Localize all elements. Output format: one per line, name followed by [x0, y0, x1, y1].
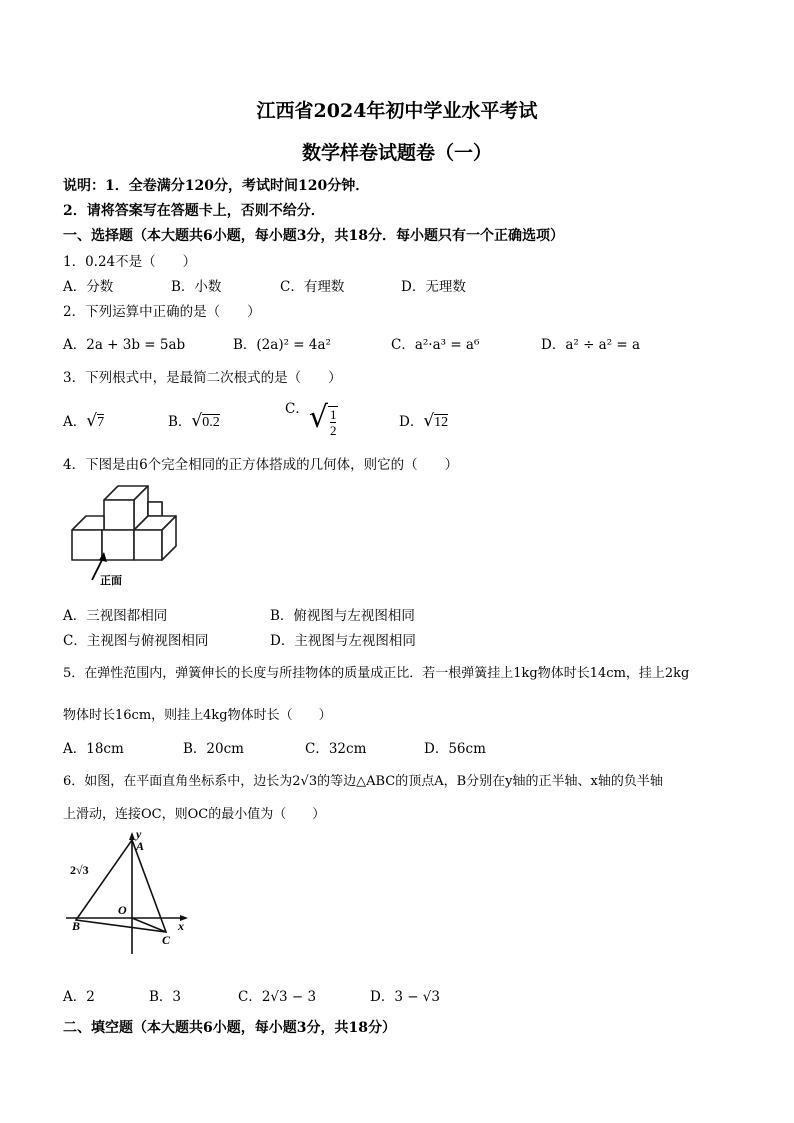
fraction-numerator: 1: [329, 406, 337, 422]
sqrt-sign: √: [423, 411, 435, 431]
question-3-stem: 3．下列根式中，是最简二次根式的是（ ）: [63, 370, 342, 386]
question-6-option-b: B．3: [149, 989, 182, 1005]
page-title-1: 江西省2024年初中学业水平考试: [256, 100, 538, 122]
question-6-option-a: A．2: [63, 989, 95, 1005]
label-x: x: [178, 919, 184, 933]
question-5-line-1: 5．在弹性范围内，弹簧伸长的长度与所挂物体的质量成正比．若一根弹簧挂上1kg物体时长14cm，挂上2kg: [63, 666, 690, 681]
label-a: A: [136, 839, 145, 853]
question-3-option-b: [168, 410, 220, 431]
question-3-option-a: [63, 410, 104, 431]
question-4-option-a: A．三视图都相同: [63, 608, 168, 624]
question-6-line-1: 6．如图，在平面直角坐标系中，边长为2√3的等边△ABC的顶点A，B分别在y轴的正半轴、x轴的负半轴: [63, 774, 663, 789]
cube-top-face: [72, 516, 104, 530]
note-1: 说明：1．全卷满分120分，考试时间120分钟．: [63, 178, 370, 194]
note-2: 2．请将答案写在答题卡上，否则不给分．: [63, 203, 325, 219]
cube-front-face: [102, 530, 134, 560]
sqrt-sign: √: [191, 411, 203, 431]
question-2-option-a: A．2a + 3b = 5ab: [63, 337, 186, 353]
label-c: C: [162, 933, 171, 947]
question-6-line-2: 上滑动，连接OC，则OC的最小值为（ ）: [63, 807, 326, 822]
question-6-option-d: D．3 − √3: [370, 989, 440, 1005]
question-2-option-d: D．a² ÷ a² = a: [541, 337, 641, 353]
question-1-option-a: A．分数: [63, 279, 114, 295]
question-2-option-b: B．(2a)² = 4a²: [233, 337, 331, 353]
question-5-option-c: C．32cm: [305, 741, 367, 757]
question-4-stem: 4．下图是由6个完全相同的正方体搭成的几何体，则它的（ ）: [63, 457, 459, 473]
question-3-option-c: [285, 398, 338, 438]
question-5-option-a: A．18cm: [63, 741, 124, 757]
question-5-line-2: 物体时长16cm，则挂上4kg物体时长（ ）: [63, 708, 332, 723]
radicand: 12: [434, 415, 449, 430]
page-title-2: 数学样卷试题卷（一）: [301, 142, 492, 164]
label-o: O: [118, 903, 127, 917]
radicand: 0.2: [202, 415, 220, 430]
question-5-option-d: D．56cm: [424, 741, 486, 757]
cube-front-face: [104, 500, 134, 530]
radicand: 7: [97, 415, 105, 430]
question-1-option-b: B．小数: [171, 279, 222, 295]
fraction: [328, 406, 339, 438]
question-6-option-c: C．2√3 − 3: [238, 989, 317, 1005]
question-4-option-b: B．俯视图与左视图相同: [270, 608, 415, 624]
question-5-option-b: B．20cm: [183, 741, 244, 757]
question-6-figure: [62, 830, 192, 960]
option-label: B．: [168, 414, 192, 430]
cube-side-face: [148, 502, 162, 516]
question-1-stem: 1．0.24不是（ ）: [63, 254, 197, 270]
section-1-heading: 一、选择题（本大题共6小题，每小题3分，共18分．每小题只有一个正确选项）: [63, 228, 564, 244]
y-axis-arrow-icon: [129, 832, 135, 840]
question-2-option-c: C．a²·a³ = a⁶: [391, 337, 480, 353]
cube-front-face: [72, 530, 102, 560]
question-1-option-c: C．有理数: [280, 279, 345, 295]
cube-front-face: [134, 530, 162, 560]
question-1-option-d: D．无理数: [401, 279, 466, 295]
front-label: 正面: [100, 574, 122, 587]
question-3-option-d: [399, 410, 448, 431]
sqrt-sign: √: [86, 411, 98, 431]
label-y: y: [136, 830, 142, 841]
question-4-figure: [62, 482, 182, 594]
option-label: D．: [399, 414, 424, 430]
option-label: C．: [285, 401, 309, 417]
fraction-denominator: 2: [329, 422, 337, 438]
question-4-option-d: D．主视图与左视图相同: [270, 633, 416, 649]
option-label: A．: [63, 414, 87, 430]
label-side: 2√3: [70, 863, 89, 877]
section-2-heading: 二、填空题（本大题共6小题，每小题3分，共18分）: [63, 1020, 396, 1036]
label-b: B: [72, 919, 81, 933]
sqrt-sign: √: [308, 400, 328, 435]
question-2-stem: 2．下列运算中正确的是（ ）: [63, 304, 261, 320]
question-4-option-c: C．主视图与俯视图相同: [63, 633, 209, 649]
